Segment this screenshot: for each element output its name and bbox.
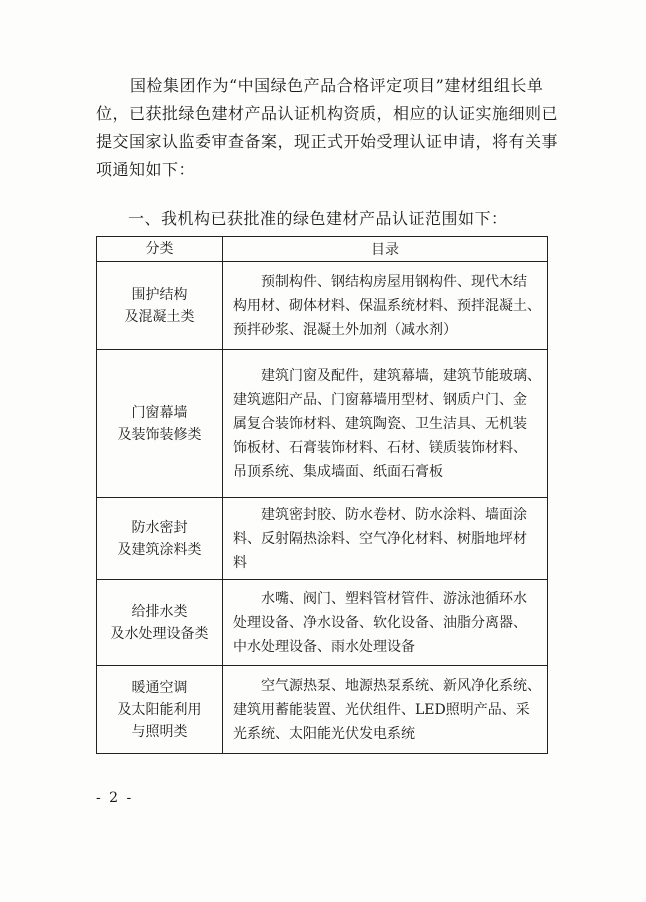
content-line: 饰板材、石膏装饰材料、石材、镁质装饰材料、: [233, 439, 527, 456]
table-row: [97, 666, 548, 754]
category-cell: [97, 666, 223, 754]
category-line: 门窗幕墙: [131, 404, 188, 421]
content-line: 光系统、太阳能光伏发电系统: [233, 725, 415, 742]
intro-line-2: 位，已获批绿色建材产品认证机构资质，相应的认证实施细则已: [96, 104, 559, 123]
content-cell: [223, 350, 548, 498]
content-line: 建筑密封胶、防水卷材、防水涂料、墙面涂: [261, 506, 527, 523]
content-line: 水嘴、阀门、塑料管材管件、游泳池循环水: [261, 590, 527, 607]
category-cell: [97, 350, 223, 498]
category-line: 及建筑涂料类: [117, 541, 202, 558]
header-catalog: 目录: [223, 237, 548, 262]
content-line: 空气源热泵、地源热泵系统、新风净化系统、: [261, 677, 541, 694]
category-cell: [97, 262, 223, 350]
content-cell: [223, 580, 548, 666]
table-row: [97, 580, 548, 666]
content-line: 中水处理设备、雨水处理设备: [233, 638, 415, 655]
table-row: [97, 262, 548, 350]
content-line: 处理设备、净水设备、软化设备、油脂分离器、: [233, 614, 527, 631]
content-cell: [223, 498, 548, 580]
section-heading: 一、我机构已获批准的绿色建材产品认证范围如下：: [128, 209, 508, 228]
content-cell: [223, 262, 548, 350]
category-line: 与照明类: [131, 723, 188, 740]
category-cell: [97, 580, 223, 666]
content-line: 料: [233, 554, 247, 571]
category-line: 围护结构: [131, 286, 188, 303]
header-category: 分类: [97, 237, 223, 262]
content-cell: [223, 666, 548, 754]
page-number: - 2 -: [96, 790, 134, 806]
content-line: 预制构件、钢结构房屋用钢构件、现代木结: [261, 273, 527, 290]
certification-scope-table: [96, 236, 548, 754]
content-line: 吊顶系统、集成墙面、纸面石膏板: [233, 463, 443, 480]
category-line: 及太阳能利用: [117, 701, 202, 718]
category-line: 防水密封: [131, 519, 188, 536]
intro-line-1: 国检集团作为“中国绿色产品合格评定项目”建材组组长单: [130, 76, 544, 95]
table-row: [97, 498, 548, 580]
content-line: 预拌砂浆、混凝土外加剂（减水剂）: [233, 321, 457, 338]
table-header-row: [97, 237, 548, 262]
table-row: [97, 350, 548, 498]
intro-line-3: 提交国家认监委审查备案，现正式开始受理认证申请，将有关事: [96, 132, 559, 151]
content-line: 料、反射隔热涂料、空气净化材料、树脂地坪材: [233, 530, 527, 547]
content-line: 建筑用蓄能装置、光伏组件、LED照明产品、采: [233, 701, 530, 718]
category-line: 暖通空调: [131, 679, 188, 696]
category-line: 及混凝土类: [124, 308, 195, 325]
content-line: 构用材、砌体材料、保温系统材料、预拌混凝土、: [233, 297, 541, 314]
category-line: 及装饰装修类: [117, 426, 202, 443]
category-line: 给排水类: [131, 603, 188, 620]
category-line: 及水处理设备类: [110, 625, 209, 642]
intro-paragraph: [96, 72, 559, 184]
intro-line-4: 项通知如下：: [96, 160, 196, 179]
content-line: 建筑遮阳产品、门窗幕墙用型材、钢质户门、金: [233, 391, 527, 408]
category-cell: [97, 498, 223, 580]
content-line: 属复合装饰材料、建筑陶瓷、卫生洁具、无机装: [233, 415, 527, 432]
content-line: 建筑门窗及配件，建筑幕墙，建筑节能玻璃、: [261, 367, 541, 384]
